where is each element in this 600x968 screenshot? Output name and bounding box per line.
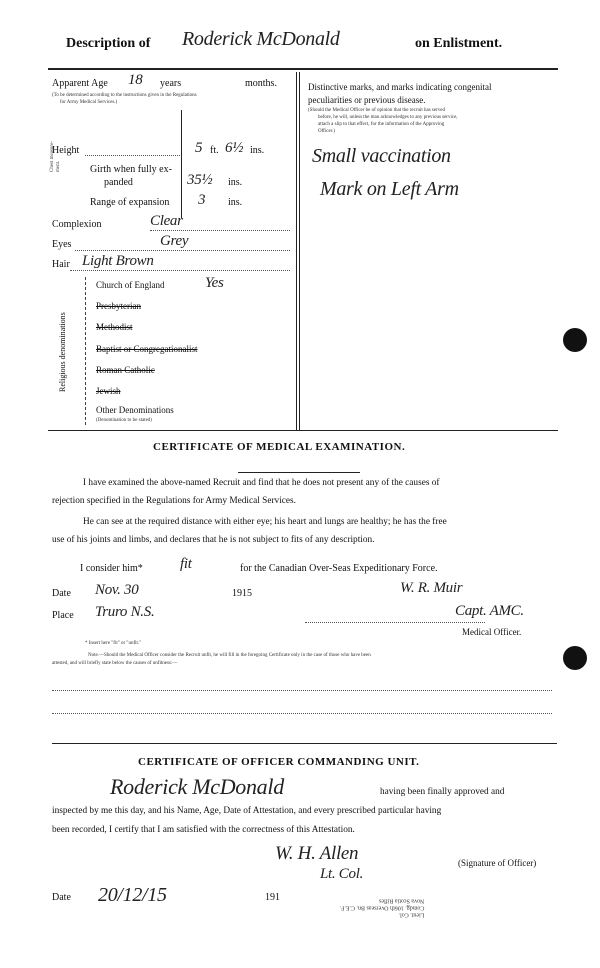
officer-rank: Lt. Col. bbox=[320, 866, 364, 882]
punch-hole bbox=[563, 328, 587, 352]
officer-recruit-name: Roderick McDonald bbox=[110, 774, 284, 799]
dots bbox=[52, 690, 552, 691]
eyes-label: Eyes bbox=[52, 239, 72, 250]
hair-label: Hair bbox=[52, 259, 70, 270]
marks-heading: Distinctive marks, and marks indicating congenital bbox=[308, 82, 492, 92]
complexion-value: Clear bbox=[150, 213, 183, 229]
title-suffix: on Enlistment. bbox=[415, 36, 503, 51]
girth-label: Girth when fully ex- bbox=[90, 164, 172, 175]
height-ft: 5 bbox=[195, 140, 203, 156]
year-label: 1915 bbox=[232, 588, 252, 599]
officer-certificate-title: CERTIFICATE OF OFFICER COMMANDING UNIT. bbox=[138, 756, 420, 768]
age-note-2: for Army Medical Services.) bbox=[60, 100, 118, 105]
medical-paragraph: use of his joints and limbs, and declares that he is not subject to fits of any description. bbox=[52, 535, 375, 545]
months-label: months. bbox=[245, 78, 277, 89]
religion-divider bbox=[85, 277, 87, 425]
note-2: attested, and will briefly state below the causes of unfitness:— bbox=[52, 661, 178, 666]
unit-stamp bbox=[340, 897, 424, 918]
marks-note-2: before, he will, unless the man acknowledges to any previous service, bbox=[318, 115, 458, 120]
medical-certificate-title: CERTIFICATE OF MEDICAL EXAMINATION. bbox=[153, 441, 406, 453]
signature-label: (Signature of Officer) bbox=[458, 858, 537, 868]
dots bbox=[52, 713, 552, 714]
eyes-value: Grey bbox=[160, 233, 189, 249]
religion-presbyterian: Presbyterian bbox=[96, 301, 141, 311]
medical-paragraph: rejection specified in the Regulations for Army Medical Services. bbox=[52, 496, 296, 506]
dots bbox=[150, 230, 290, 231]
stamp-text: Comdg. 106th Overseas Bn. C.E.F. bbox=[340, 904, 425, 911]
medical-officer-label: Medical Officer. bbox=[462, 627, 522, 637]
marks-note: (Should the Medical Officer be of opinion that the recruit has served bbox=[308, 108, 445, 113]
medical-paragraph: He can see at the required distance with either eye; his heart and lungs are healthy; he has the free bbox=[83, 517, 447, 527]
section-rule bbox=[52, 743, 557, 744]
chest-label: Chest measure-ment. bbox=[50, 141, 61, 172]
height-in: 6½ bbox=[225, 140, 244, 156]
marks-note-3: attach a slip to that effect, for the information of the Approving bbox=[318, 122, 445, 127]
range-label: Range of expansion bbox=[90, 197, 170, 208]
header-rule bbox=[48, 68, 558, 70]
measure-divider bbox=[181, 110, 182, 218]
dots bbox=[305, 622, 485, 623]
officer-signature: W. H. Allen bbox=[275, 843, 359, 864]
title-underline bbox=[238, 472, 360, 473]
footnote: * Insert here "fit" or "unfit." bbox=[85, 641, 142, 646]
marks-note-4: Officer.) bbox=[318, 129, 335, 134]
ins-label: ins. bbox=[228, 197, 243, 208]
ins-label: ins. bbox=[228, 177, 243, 188]
consider-label: I consider him* bbox=[80, 563, 143, 574]
medical-officer-rank: Capt. AMC. bbox=[455, 603, 524, 619]
year-label: 191 bbox=[265, 892, 280, 903]
place-value: Truro N.S. bbox=[95, 604, 155, 620]
column-divider-2 bbox=[299, 72, 300, 430]
complexion-label: Complexion bbox=[52, 219, 102, 230]
age-note: (To be determined according to the instructions given in the Regulations bbox=[52, 93, 197, 98]
hair-value: Light Brown bbox=[82, 253, 154, 269]
girth-value: 35½ bbox=[187, 172, 213, 188]
height-label: Height bbox=[52, 145, 80, 156]
religion-jewish: Jewish bbox=[96, 386, 121, 396]
column-divider bbox=[296, 72, 297, 430]
marks-heading-2: peculiarities or previous disease. bbox=[308, 95, 426, 105]
consider-suffix: for the Canadian Over-Seas Expeditionary Force. bbox=[240, 563, 438, 574]
ft-label: ft. bbox=[210, 145, 219, 156]
date-label: Date bbox=[52, 892, 71, 903]
note: Note.—Should the Medical Officer consider the Recruit unfit, he will fill in the foregoing Certificate only in the case of those who have been bbox=[88, 653, 371, 658]
age-value: 18 bbox=[128, 72, 143, 88]
punch-hole bbox=[563, 646, 587, 670]
religion-church-of-england: Church of England bbox=[96, 280, 165, 290]
medical-officer-signature: W. R. Muir bbox=[400, 580, 463, 596]
stamp-text: Lieut. Col. bbox=[398, 911, 425, 918]
other-note: (Denomination to be stated) bbox=[96, 418, 152, 423]
religion-label: Religious denominations bbox=[58, 312, 67, 392]
officer-paragraph: having been finally approved and bbox=[380, 787, 505, 797]
marks-value: Small vaccination bbox=[312, 145, 451, 167]
years-label: years bbox=[160, 78, 182, 89]
range-value: 3 bbox=[198, 192, 206, 208]
church-value: Yes bbox=[205, 275, 224, 291]
religion-other: Other Denominations bbox=[96, 405, 174, 415]
officer-paragraph: been recorded, I certify that I am satisfied with the correctness of this Attestation. bbox=[52, 825, 355, 835]
religion-methodist: Methodist bbox=[96, 322, 133, 332]
marks-value-2: Mark on Left Arm bbox=[320, 178, 459, 200]
dots bbox=[70, 270, 290, 271]
apparent-age-label: Apparent Age bbox=[52, 78, 108, 89]
medical-date-value: Nov. 30 bbox=[95, 582, 139, 598]
medical-paragraph: I have examined the above-named Recruit and find that he does not present any of the causes of bbox=[83, 478, 440, 488]
officer-date-value: 20/12/15 bbox=[98, 884, 167, 906]
officer-paragraph: inspected by me this day, and his Name, Age, Date of Attestation, and every prescribed particular having bbox=[52, 806, 442, 816]
place-label: Place bbox=[52, 610, 74, 621]
religion-roman-catholic: Roman Catholic bbox=[96, 365, 155, 375]
recruit-name: Roderick McDonald bbox=[182, 28, 340, 50]
religion-baptist: Baptist or Congregationalist bbox=[96, 344, 198, 354]
ins-label: ins. bbox=[250, 145, 265, 156]
section-rule bbox=[48, 430, 558, 431]
girth-label-2: panded bbox=[104, 177, 133, 188]
dots bbox=[85, 155, 180, 156]
consider-value: fit bbox=[180, 556, 192, 572]
dots bbox=[75, 250, 290, 251]
date-label: Date bbox=[52, 588, 71, 599]
stamp-text: Nova Scotia Rifles bbox=[379, 897, 425, 904]
title-prefix: Description of bbox=[66, 36, 151, 51]
